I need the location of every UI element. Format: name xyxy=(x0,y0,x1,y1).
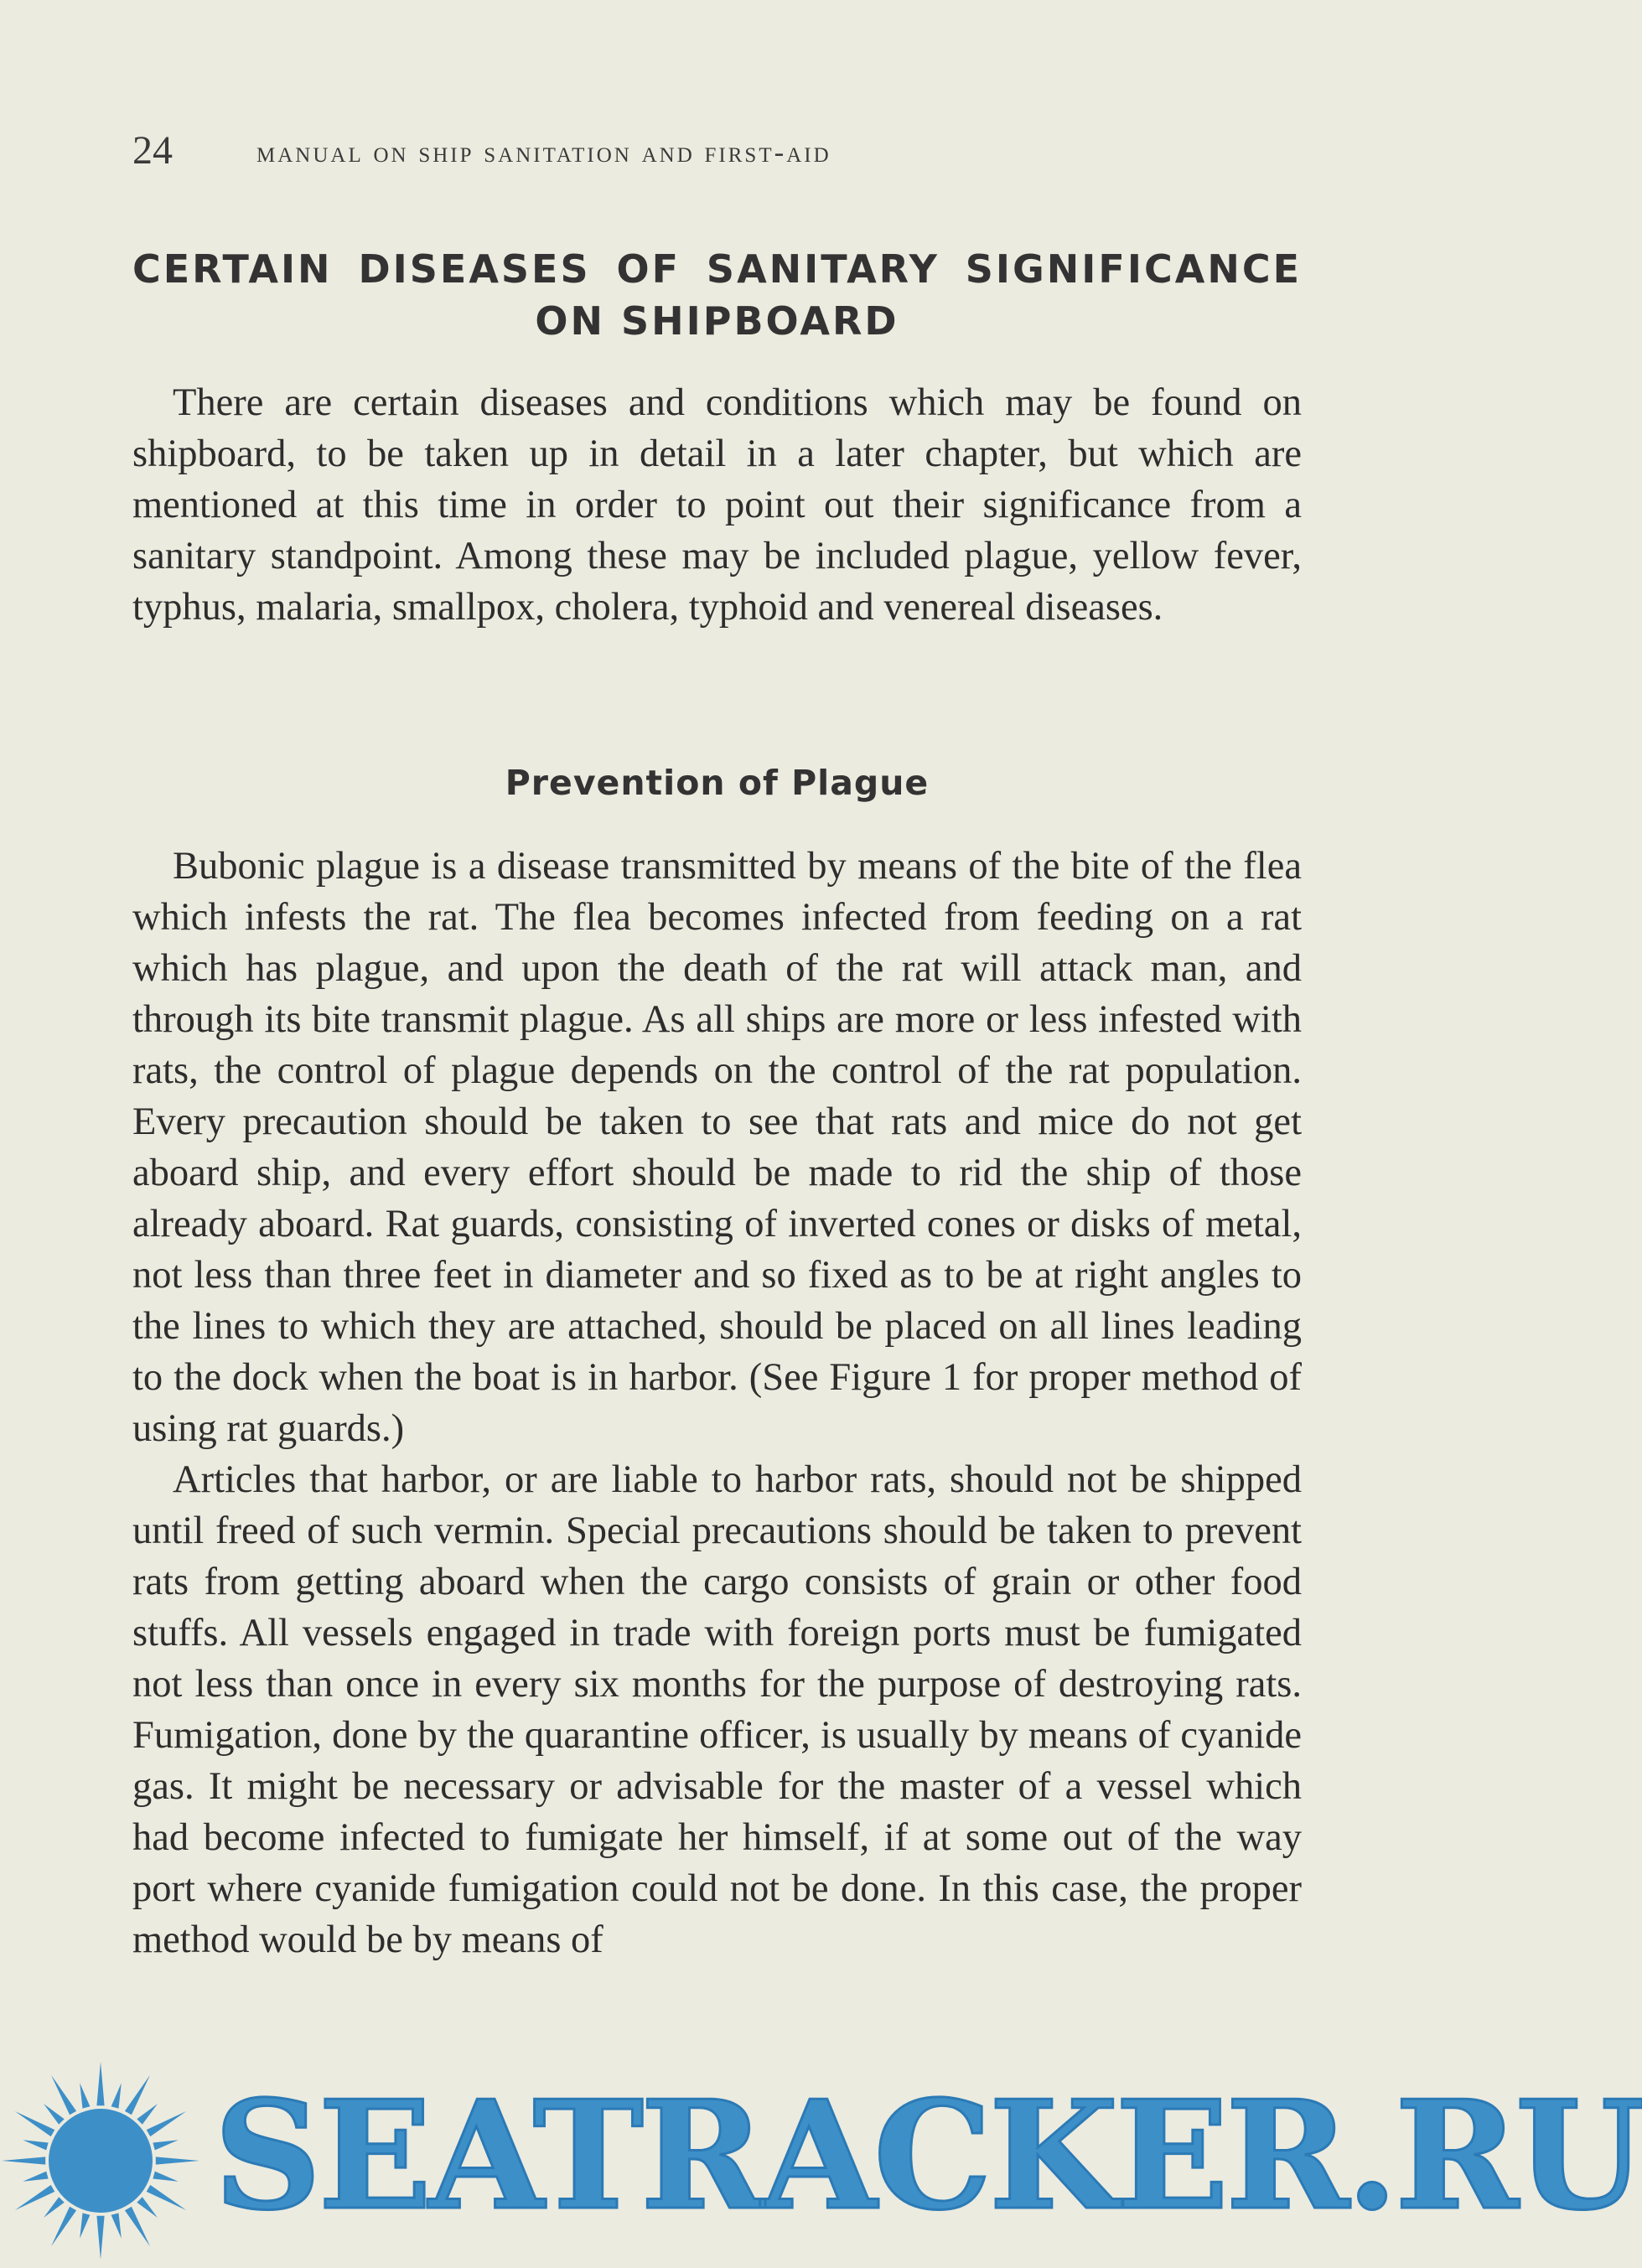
sun-ray xyxy=(15,2111,55,2136)
sun-ray xyxy=(125,2075,150,2115)
sun-ray xyxy=(96,2216,104,2260)
section-title-line-1: CERTAIN DISEASES OF SANITARY SIGNIFICANCE xyxy=(132,246,1302,292)
watermark-text: SEATRACKER.RU xyxy=(214,2068,1642,2243)
sun-ray xyxy=(2,2157,45,2164)
sun-icon xyxy=(2,2062,199,2260)
sun-ray xyxy=(51,2207,76,2247)
sun-ray xyxy=(23,2172,48,2182)
plague-paragraph-1: Bubonic plague is a disease transmitted by means of the bite of the flea which infests the rat. The flea becomes infected from feeding on a rat which has plague, and upon the death of the rat will attack man, and through its bite transmit plague. As all ships are more or less infested with rats, the control of plague depends on the control of the rat population. Every precaution should be taken to see that rats and mice do not get aboard ship, and every effort should be made to rid the ship of those already aboard. Rat guards, consisting of inverted cones or disks of metal, not less than three feet in diameter and so fixed as to be at right angles to the lines to which they are attached, should be placed on all lines leading to the dock when the boat is in harbor. (See Figure 1 for proper method of using rat guards.) xyxy=(132,845,1302,1450)
page-number: 24 xyxy=(132,128,173,173)
sun-ray xyxy=(147,2111,187,2136)
sun-ray xyxy=(147,2185,187,2210)
sun-ray xyxy=(137,2104,158,2125)
section-title-line-2: ON SHIPBOARD xyxy=(535,298,899,344)
sun-ray xyxy=(44,2104,65,2125)
intro-text xyxy=(132,377,1302,633)
sun-ray xyxy=(111,2213,122,2238)
sun-ray xyxy=(80,2213,90,2238)
sun-ray xyxy=(15,2185,55,2210)
sun-ray xyxy=(96,2062,104,2105)
subsection-heading: Prevention of Plague xyxy=(505,763,930,803)
plague-text xyxy=(132,841,1302,1965)
sun-ray xyxy=(153,2172,178,2182)
sun-ray xyxy=(23,2140,48,2150)
sun-ray xyxy=(111,2083,122,2108)
sun-ray xyxy=(125,2207,150,2247)
sun-ray xyxy=(137,2197,158,2218)
intro-paragraph: There are certain diseases and conditions which may be found on shipboard, to be taken up in detail in a later chapter, but which are mentioned at this time in order to point out their significance from a sanitary standpoint. Among these may be included plague, yellow fever, typhus, malaria, smallpox, cholera, typhoid and venereal diseases. xyxy=(132,381,1302,629)
section-title xyxy=(132,243,1302,347)
page-header xyxy=(132,127,1306,178)
running-head: manual on ship sanitation and first-aid xyxy=(256,136,831,168)
sun-ray xyxy=(156,2157,199,2164)
sun-ray xyxy=(80,2083,90,2108)
sun-ray xyxy=(44,2197,65,2218)
sun-ray xyxy=(153,2140,178,2150)
plague-paragraph-2: Articles that harbor, or are liable to harbor rats, should not be shipped until freed of such vermin. Special precautions should be taken to prevent rats from getting aboard when the cargo consists of grain or other food stuffs. All vessels engaged in trade with foreign ports must be fumigated not less than once in every six months for the purpose of destroying rats. Fumigation, done by the quarantine officer, is usually by means of cyanide gas. It might be necessary or advisable for the master of a vessel which had become infected to fumigate her himself, if at some out of the way port where cyanide fumigation could not be done. In this case, the proper method would be by means of xyxy=(132,1458,1302,1961)
sun-ray xyxy=(51,2075,76,2115)
